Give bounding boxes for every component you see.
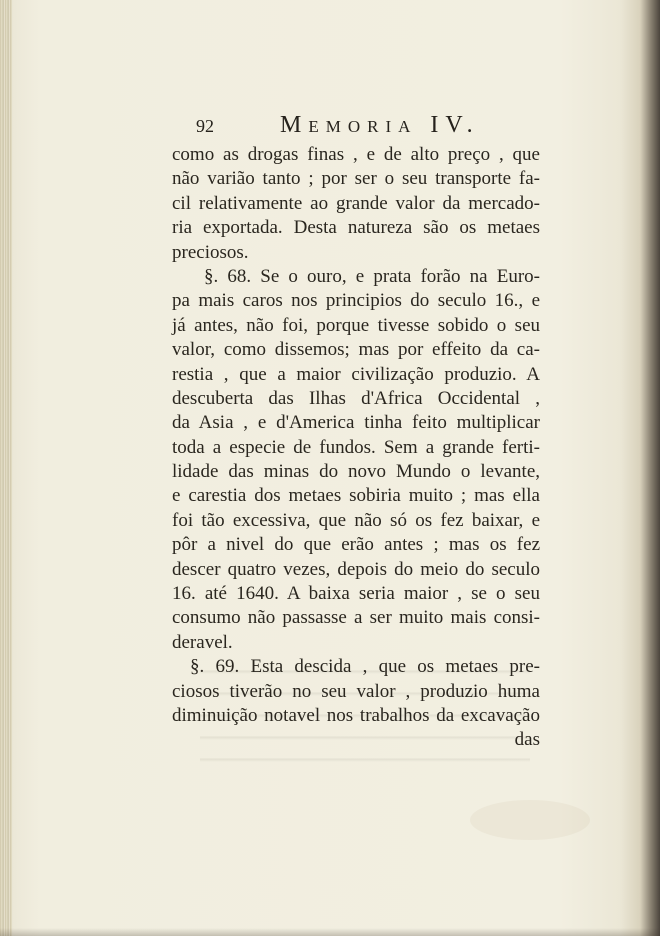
catchword: das — [514, 729, 540, 751]
text-line: e carestia dos metaes sobiria muito ; mas ella — [172, 485, 540, 507]
text-line: preciosos. — [172, 241, 249, 263]
text-line: ria exportada. Desta natureza são os metaes — [172, 217, 540, 239]
text-line: valor, como dissemos; mas por effeito da ca- — [172, 339, 540, 361]
text-line: 16. até 1640. A baixa seria maior , se o seu — [172, 583, 540, 605]
text-line: diminuição notavel nos trabalhos da excavação — [172, 704, 540, 726]
text-line: pôr a nivel do que erão antes ; mas os fez — [172, 534, 540, 556]
text-line: deravel. — [172, 631, 233, 653]
text-line: lidade das minas do novo Mundo o levante, — [172, 461, 540, 483]
text-line: toda a especie de fundos. Sem a grande ferti- — [172, 436, 540, 458]
page-number: 92 — [196, 116, 214, 136]
paragraph-68-start: §. 68. Se o ouro, e prata forão na Euro- — [204, 265, 540, 287]
text-line: já antes, não foi, porque tivesse sobido o seu — [172, 314, 540, 336]
text-line: pa mais caros nos principios do seculo 16., e — [172, 290, 540, 312]
text-line: ciosos tiverão no seu valor , produzio huma — [172, 680, 540, 702]
paper-stain — [470, 800, 590, 840]
text-line: foi tão excessiva, que não só os fez baixar, e — [172, 509, 540, 531]
text-line: descer quatro vezes, depois do meio do seculo — [172, 558, 540, 580]
page-header — [196, 112, 556, 142]
text-line: não varião tanto ; por ser o seu transporte fa- — [172, 168, 540, 190]
text-line: da Asia , e d'America tinha feito multiplicar — [172, 412, 540, 434]
text-line: como as drogas finas , e de alto preço , que — [172, 144, 540, 165]
body-text — [172, 143, 540, 753]
text-line: cil relativamente ao grande valor da mercado- — [172, 192, 540, 214]
text-line: consumo não passasse a ser muito mais consi- — [172, 607, 540, 629]
running-title: Memoria IV. — [280, 112, 480, 138]
page-gutter — [0, 0, 12, 936]
text-line: restia , que a maior civilização produzio. A — [172, 363, 540, 385]
paragraph-69-start: §. 69. Esta descida , que os metaes pre- — [190, 656, 540, 678]
text-line: descuberta das Ilhas d'Africa Occidental , — [172, 387, 540, 409]
page-bottom-edge — [0, 928, 660, 936]
